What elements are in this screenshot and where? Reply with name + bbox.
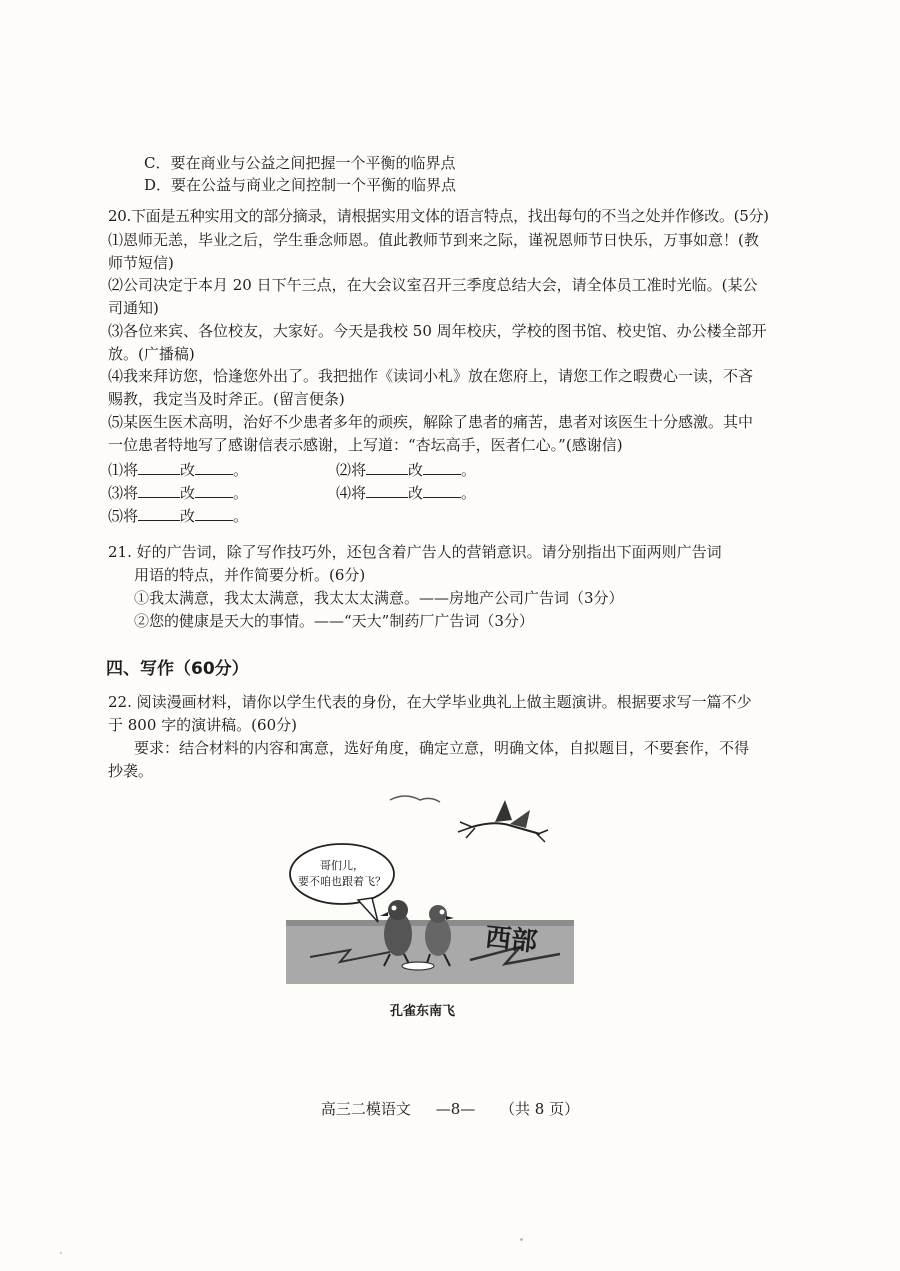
q22-stem-line1: 22. 阅读漫画材料，请你以学生代表的身份，在大学毕业典礼上做主题演讲。根据要求写一篇不少 bbox=[108, 693, 752, 711]
q20-item3-line1: ⑶各位来宾、各位校友，大家好。今天是我校 50 周年校庆，学校的图书馆、校史馆、办公楼全部开 bbox=[108, 322, 767, 340]
cartoon-illustration bbox=[280, 782, 580, 1022]
speech-text-line2: 要不咱也跟着飞？ bbox=[298, 875, 386, 888]
footer-page-number: —8— bbox=[435, 1100, 476, 1118]
q21-ad1: ①我太满意，我太太满意，我太太太满意。——房地产公司广告词（3分） bbox=[134, 589, 624, 607]
answer-blank-1a[interactable] bbox=[138, 460, 180, 475]
answer-blank-5b[interactable] bbox=[195, 506, 233, 521]
q19-option-c: C．要在商业与公益之间把握一个平衡的临界点 bbox=[144, 154, 456, 172]
q20-item5-line2: 一位患者特地写了感谢信表示感谢，上写道：“杏坛高手，医者仁心。”(感谢信) bbox=[108, 436, 623, 454]
q20-item5-line1: ⑸某医生医术高明，治好不少患者多年的顽疾，解除了患者的痛苦，患者对该医生十分感激。其中 bbox=[108, 413, 754, 431]
q20-item4-line2: 赐教，我定当及时斧正。(留言便条) bbox=[108, 390, 345, 408]
answer-blank-2a[interactable] bbox=[366, 460, 408, 475]
q21-ad2: ②您的健康是天大的事情。——“天大”制药厂广告词（3分） bbox=[134, 612, 534, 630]
answer-blank-3b[interactable] bbox=[195, 483, 233, 498]
page-footer bbox=[0, 1098, 900, 1119]
answer-blank-4a[interactable] bbox=[366, 483, 408, 498]
footer-total-pages: （共 8 页） bbox=[500, 1100, 580, 1118]
answer-row-3: ⑶将 改 。 bbox=[108, 484, 249, 502]
ground-lettering: 西部 bbox=[483, 922, 539, 958]
answer-blank-3a[interactable] bbox=[138, 483, 180, 498]
q20-item2-line1: ⑵公司决定于本月 20 日下午三点，在大会议室召开三季度总结大会，请全体员工准时光临。(某公 bbox=[108, 276, 758, 294]
q21-stem-line2: 用语的特点，并作简要分析。(6分) bbox=[134, 566, 366, 584]
flying-bird-icon bbox=[458, 800, 548, 842]
q22-requirement-line2: 抄袭。 bbox=[108, 762, 154, 780]
q20-item4-line1: ⑷我来拜访您，恰逢您外出了。我把拙作《读词小札》放在您府上，请您工作之暇费心一读，不吝 bbox=[108, 367, 754, 385]
q22-requirement-line1: 要求：结合材料的内容和寓意，选好角度，确定立意，明确文体，自拟题目，不要套作，不得 bbox=[134, 739, 750, 757]
q21-stem-line1: 21. 好的广告词，除了写作技巧外，还包含着广告人的营销意识。请分别指出下面两则广告词 bbox=[108, 543, 722, 561]
q19-option-d: D．要在公益与商业之间控制一个平衡的临界点 bbox=[144, 176, 457, 194]
scan-speck bbox=[520, 1238, 523, 1241]
footer-subject: 高三二模语文 bbox=[320, 1100, 411, 1118]
answer-row-5: ⑸将 改 。 bbox=[108, 507, 249, 525]
answer-row-4: ⑷将 改 。 bbox=[336, 484, 477, 502]
q20-item2-line2: 司通知) bbox=[108, 299, 159, 317]
answer-row-2: ⑵将 改 。 bbox=[336, 461, 477, 479]
answer-row-1: ⑴将 改 。 bbox=[108, 461, 249, 479]
q22-stem-line2: 于 800 字的演讲稿。(60分) bbox=[108, 716, 297, 734]
section-writing-title: 四、写作（60分） bbox=[106, 659, 249, 679]
cartoon-caption: 孔雀东南飞 bbox=[390, 1004, 456, 1019]
speech-text-line1: 哥们儿， bbox=[320, 859, 364, 872]
answer-blank-2b[interactable] bbox=[423, 460, 461, 475]
q20-item3-line2: 放。(广播稿) bbox=[108, 345, 195, 363]
answer-blank-5a[interactable] bbox=[138, 506, 180, 521]
q20-item1-line2: 师节短信) bbox=[108, 254, 174, 272]
scan-speck bbox=[60, 1252, 62, 1254]
answer-blank-4b[interactable] bbox=[423, 483, 461, 498]
q20-item1-line1: ⑴恩师无恙，毕业之后，学生垂念师恩。值此教师节到来之际，谨祝恩师节日快乐，万事如意！(教 bbox=[108, 231, 759, 249]
speech-bubble bbox=[290, 844, 394, 922]
q20-stem: 20.下面是五种实用文的部分摘录，请根据实用文体的语言特点，找出每句的不当之处并作修改。(5分) bbox=[108, 207, 769, 225]
answer-blank-1b[interactable] bbox=[195, 460, 233, 475]
